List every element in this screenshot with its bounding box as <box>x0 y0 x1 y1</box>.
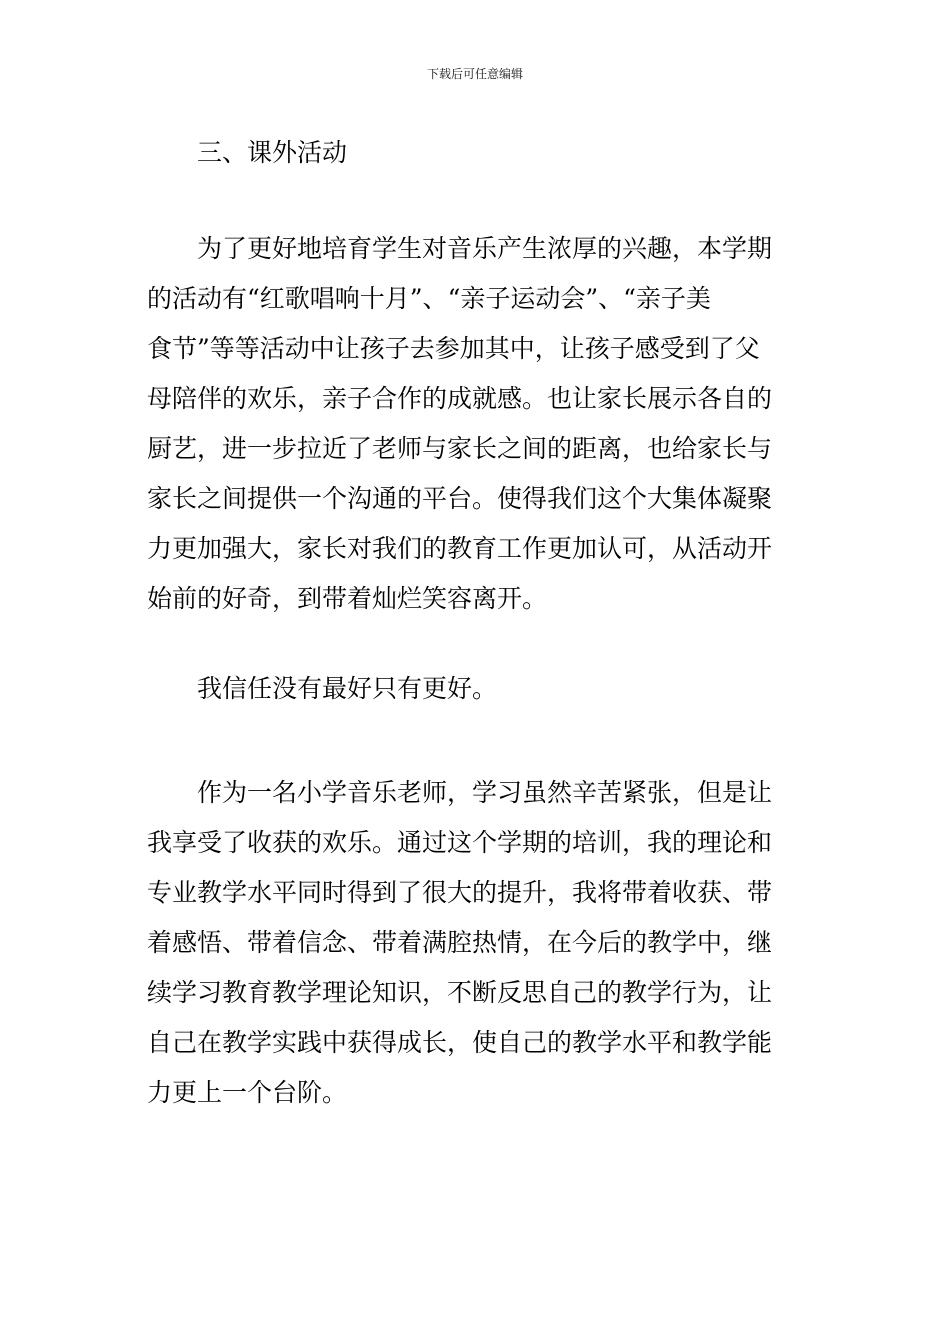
document-body <box>147 128 807 1158</box>
paragraph-line: 自己在教学实践中获得成长，使自己的教学水平和教学能 <box>147 1028 773 1057</box>
paragraph-belief: 我信任没有最好只有更好。 <box>197 674 498 703</box>
paragraph-line: 厨艺，进一步拉近了老师与家长之间的距离，也给家长与 <box>147 434 773 463</box>
paragraph-line: 家长之间提供一个沟通的平台。使得我们这个大集体凝聚 <box>147 484 773 513</box>
paragraph-line: 母陪伴的欢乐，亲子合作的成就感。也让家长展示各自的 <box>147 384 773 413</box>
section-heading: 三、课外活动 <box>197 138 348 167</box>
paragraph-reflection <box>147 768 807 1118</box>
header-note: 下载后可任意编辑 <box>426 67 523 81</box>
paragraph-line: 力更上一个台阶。 <box>147 1078 348 1107</box>
paragraph-line: 着感悟、带着信念、带着满腔热情，在今后的教学中，继 <box>147 928 773 957</box>
paragraph-line: 专业教学水平同时得到了很大的提升，我将带着收获、带 <box>147 878 773 907</box>
paragraph-line: 的活动有“红歌唱响十月”、“亲子运动会”、“亲子美 <box>147 284 711 313</box>
paragraph-line: 续学习教育教学理论知识，不断反思自己的教学行为，让 <box>147 978 773 1007</box>
paragraph-line: 我享受了收获的欢乐。通过这个学期的培训，我的理论和 <box>147 828 773 857</box>
paragraph-line: 作为一名小学音乐老师，学习虽然辛苦紧张，但是让 <box>197 778 773 807</box>
paragraph-line: 食节”等等活动中让孩子去参加其中，让孩子感受到了父 <box>147 334 760 363</box>
paragraph-line: 始前的好奇，到带着灿烂笑容离开。 <box>147 584 548 613</box>
paragraph-line: 为了更好地培育学生对音乐产生浓厚的兴趣，本学期 <box>197 234 773 263</box>
paragraph-activities <box>147 224 807 624</box>
paragraph-line: 力更加强大，家长对我们的教育工作更加认可，从活动开 <box>147 534 773 563</box>
